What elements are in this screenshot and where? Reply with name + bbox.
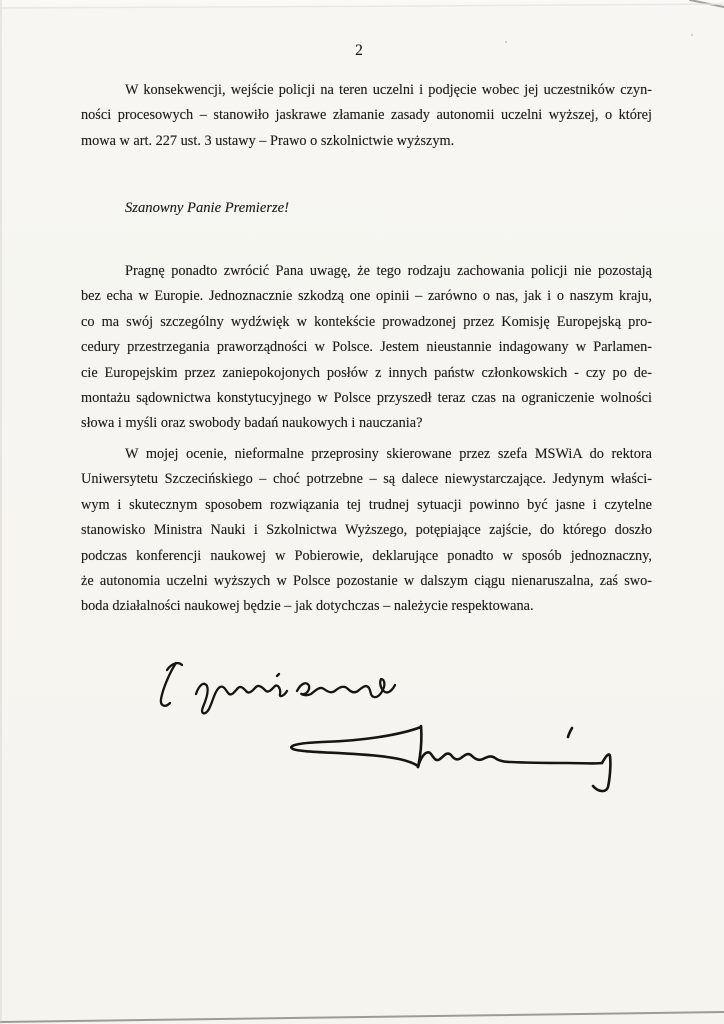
paragraph-demanded-stance [81, 442, 652, 620]
text-line: podczas konferencji naukowej w Pobierowie, deklarujące ponadto w sposób jednoznaczny, [81, 547, 652, 564]
handwritten-closing [161, 663, 395, 713]
text-line: mowa w art. 227 ust. 3 ustawy – Prawo o szkolnictwie wyższym. [81, 132, 455, 149]
text-line: W konsekwencji, wejście policji na teren uczelni i podjęcie wobec jej uczestników czyn- [125, 82, 652, 98]
text-line: że autonomia uczelni wyższych w Polsce pozostanie w dalszym ciągu nienaruszalna, zaś swo- [81, 573, 652, 590]
text-line: stanowisko Ministra Nauki i Szkolnictwa Wyższego, potępiające zajście, do którego doszło [81, 522, 652, 539]
text-line: bez echa w Europie. Jednoznacznie szkodzą one opinii – zarówno o nas, jak i o naszym kraju, [81, 288, 652, 305]
text-line: boda działalności naukowej będzie – jak dotychczas – należycie respektowana. [81, 598, 534, 615]
signature [291, 726, 610, 791]
text-line: W mojej ocenie, nieformalne przeprosiny skierowane przez szefa MSWiA do rektora [125, 446, 652, 462]
salutation: Szanowny Panie Premierze! [125, 200, 290, 216]
page-number: 2 [355, 42, 363, 59]
text-line: co ma swój szczególny wydźwięk w kontekście prowadzonej przez Komisję Europejską pro- [81, 313, 652, 330]
paragraph-consequences [81, 78, 652, 154]
text-line: cedury przestrzegania praworządności w Polsce. Jestem nieustannie indagowany w Parlamen- [81, 339, 652, 356]
text-line: cie Europejskim przez zaniepokojonych posłów z innych państw członkowskich - czy po de- [81, 364, 652, 381]
text-line: słowa i myśli oraz swobody badań naukowych i nauczania? [81, 415, 423, 432]
text-line: Uniwersytetu Szczecińskiego – choć potrzebne – są dalece niewystarczające. Jedynym właści- [81, 471, 652, 488]
text-line: wym i skutecznym sposobem rozwiązania tej trudnej sytuacji powinno być jasne i czytelne [81, 496, 652, 513]
paragraph-europe-reaction [81, 259, 652, 437]
text-line: montażu sądownictwa konstytucyjnego w Polsce przyszedł teraz czas na ograniczenie wolności [81, 390, 652, 407]
text-line: ności procesowych – stanowiło jaskrawe złamanie zasady autonomii uczelni wyższej, o której [81, 107, 652, 124]
text-line: Pragnę ponadto zwrócić Pana uwagę, że tego rodzaju zachowania policji nie pozostają [125, 263, 652, 279]
